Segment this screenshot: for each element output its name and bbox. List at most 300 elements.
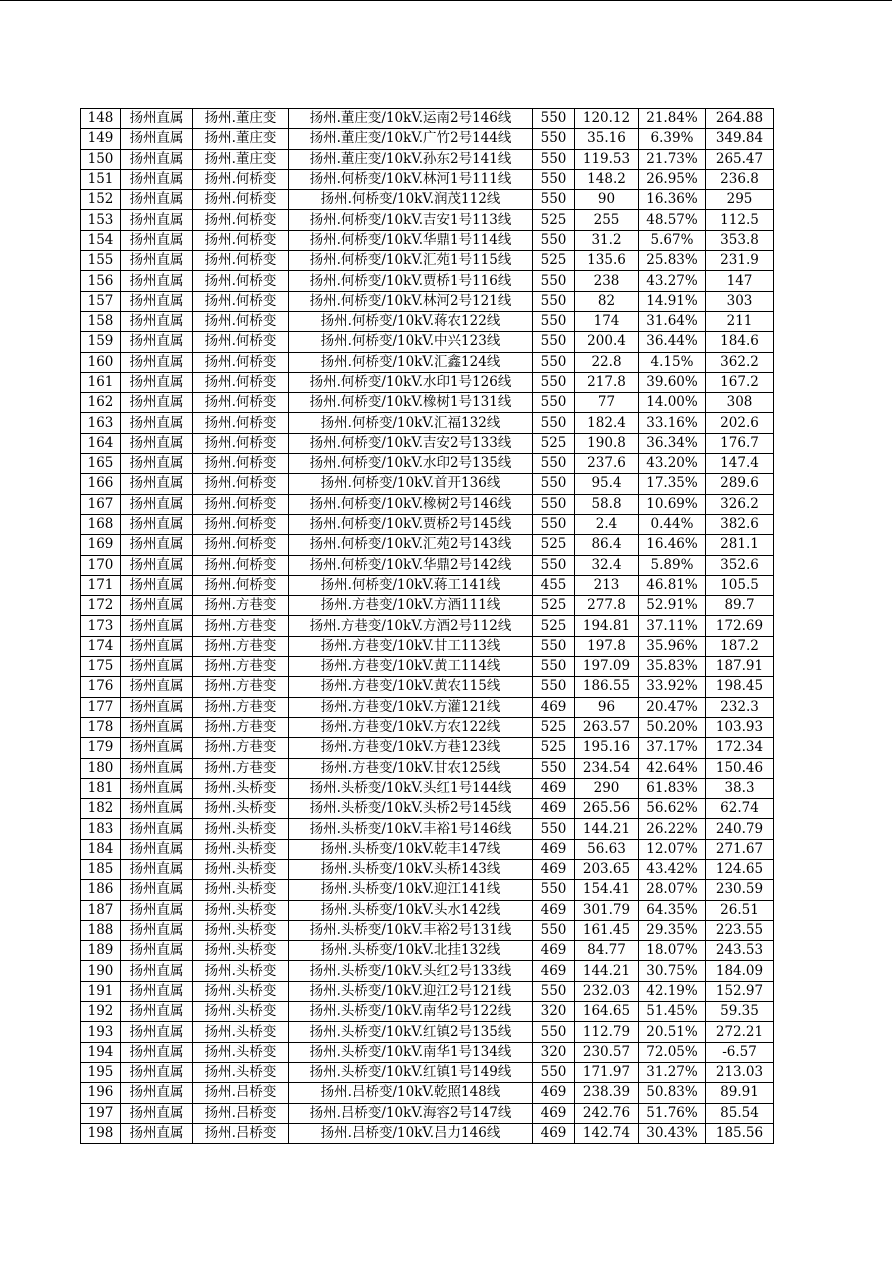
capacity-cell: 469 xyxy=(533,799,575,819)
remaining-capacity-cell: 231.9 xyxy=(706,251,774,271)
load-rate-cell: 61.83% xyxy=(639,778,706,798)
load-rate-cell: 36.34% xyxy=(639,433,706,453)
substation-cell: 扬州.吕桥变 xyxy=(193,1123,289,1143)
row-number-cell: 175 xyxy=(81,657,121,677)
remaining-capacity-cell: 147 xyxy=(706,271,774,291)
remaining-capacity-cell: 213.03 xyxy=(706,1062,774,1082)
row-number-cell: 155 xyxy=(81,251,121,271)
substation-cell: 扬州.头桥变 xyxy=(193,778,289,798)
table-row xyxy=(81,474,774,494)
load-rate-cell: 25.83% xyxy=(639,251,706,271)
row-number-cell: 161 xyxy=(81,372,121,392)
substation-cell: 扬州.何桥变 xyxy=(193,271,289,291)
load-rate-cell: 4.15% xyxy=(639,352,706,372)
substation-cell: 扬州.方巷变 xyxy=(193,657,289,677)
capacity-cell: 469 xyxy=(533,1103,575,1123)
remaining-capacity-cell: 236.8 xyxy=(706,169,774,189)
capacity-cell: 525 xyxy=(533,596,575,616)
row-number-cell: 167 xyxy=(81,494,121,514)
row-number-cell: 177 xyxy=(81,697,121,717)
org-cell: 扬州直属 xyxy=(121,697,193,717)
load-cell: 119.53 xyxy=(575,149,639,169)
load-cell: 84.77 xyxy=(575,941,639,961)
load-rate-cell: 43.27% xyxy=(639,271,706,291)
feeder-line-cell: 扬州.头桥变/10kV.迎江2号121线 xyxy=(289,981,533,1001)
table-row xyxy=(81,596,774,616)
capacity-cell: 550 xyxy=(533,413,575,433)
org-cell: 扬州直属 xyxy=(121,839,193,859)
load-rate-cell: 28.07% xyxy=(639,880,706,900)
table-row xyxy=(81,880,774,900)
org-cell: 扬州直属 xyxy=(121,230,193,250)
remaining-capacity-cell: 303 xyxy=(706,291,774,311)
table-row xyxy=(81,941,774,961)
substation-cell: 扬州.董庄变 xyxy=(193,109,289,129)
substation-cell: 扬州.何桥变 xyxy=(193,251,289,271)
capacity-cell: 550 xyxy=(533,230,575,250)
table-row xyxy=(81,839,774,859)
load-rate-cell: 30.43% xyxy=(639,1123,706,1143)
load-cell: 31.2 xyxy=(575,230,639,250)
capacity-cell: 550 xyxy=(533,332,575,352)
substation-cell: 扬州.方巷变 xyxy=(193,677,289,697)
table-row xyxy=(81,190,774,210)
load-rate-cell: 31.27% xyxy=(639,1062,706,1082)
org-cell: 扬州直属 xyxy=(121,555,193,575)
org-cell: 扬州直属 xyxy=(121,1022,193,1042)
row-number-cell: 169 xyxy=(81,535,121,555)
org-cell: 扬州直属 xyxy=(121,1062,193,1082)
row-number-cell: 186 xyxy=(81,880,121,900)
remaining-capacity-cell: 349.84 xyxy=(706,129,774,149)
row-number-cell: 185 xyxy=(81,859,121,879)
capacity-cell: 320 xyxy=(533,1042,575,1062)
row-number-cell: 192 xyxy=(81,1002,121,1022)
load-rate-cell: 42.19% xyxy=(639,981,706,1001)
remaining-capacity-cell: 362.2 xyxy=(706,352,774,372)
feeder-line-cell: 扬州.头桥变/10kV.红镇1号149线 xyxy=(289,1062,533,1082)
row-number-cell: 179 xyxy=(81,738,121,758)
load-cell: 35.16 xyxy=(575,129,639,149)
load-cell: 263.57 xyxy=(575,717,639,737)
capacity-cell: 550 xyxy=(533,758,575,778)
remaining-capacity-cell: 187.2 xyxy=(706,636,774,656)
feeder-line-cell: 扬州.头桥变/10kV.丰裕1号146线 xyxy=(289,819,533,839)
feeder-line-cell: 扬州.方巷变/10kV.甘工113线 xyxy=(289,636,533,656)
substation-cell: 扬州.董庄变 xyxy=(193,149,289,169)
org-cell: 扬州直属 xyxy=(121,819,193,839)
remaining-capacity-cell: 308 xyxy=(706,393,774,413)
row-number-cell: 159 xyxy=(81,332,121,352)
feeder-line-cell: 扬州.何桥变/10kV.吉安1号113线 xyxy=(289,210,533,230)
table-row xyxy=(81,393,774,413)
load-cell: 56.63 xyxy=(575,839,639,859)
remaining-capacity-cell: 150.46 xyxy=(706,758,774,778)
capacity-cell: 469 xyxy=(533,839,575,859)
feeder-line-cell: 扬州.方巷变/10kV.方农122线 xyxy=(289,717,533,737)
feeder-line-cell: 扬州.何桥变/10kV.中兴123线 xyxy=(289,332,533,352)
substation-cell: 扬州.头桥变 xyxy=(193,1002,289,1022)
table-row xyxy=(81,230,774,250)
org-cell: 扬州直属 xyxy=(121,616,193,636)
substation-cell: 扬州.头桥变 xyxy=(193,961,289,981)
load-rate-cell: 0.44% xyxy=(639,514,706,534)
substation-cell: 扬州.何桥变 xyxy=(193,575,289,595)
remaining-capacity-cell: 265.47 xyxy=(706,149,774,169)
capacity-cell: 455 xyxy=(533,575,575,595)
feeder-line-cell: 扬州.方巷变/10kV.方酒2号112线 xyxy=(289,616,533,636)
feeder-line-cell: 扬州.吕桥变/10kV.吕力146线 xyxy=(289,1123,533,1143)
load-rate-cell: 42.64% xyxy=(639,758,706,778)
capacity-cell: 550 xyxy=(533,677,575,697)
feeder-line-cell: 扬州.何桥变/10kV.橡树1号131线 xyxy=(289,393,533,413)
load-rate-cell: 50.83% xyxy=(639,1083,706,1103)
load-rate-cell: 21.84% xyxy=(639,109,706,129)
row-number-cell: 162 xyxy=(81,393,121,413)
row-number-cell: 182 xyxy=(81,799,121,819)
load-rate-cell: 64.35% xyxy=(639,900,706,920)
load-rate-cell: 46.81% xyxy=(639,575,706,595)
table-row xyxy=(81,1022,774,1042)
load-cell: 234.54 xyxy=(575,758,639,778)
load-cell: 230.57 xyxy=(575,1042,639,1062)
remaining-capacity-cell: -6.57 xyxy=(706,1042,774,1062)
feeder-line-cell: 扬州.何桥变/10kV.汇苑1号115线 xyxy=(289,251,533,271)
load-rate-cell: 51.76% xyxy=(639,1103,706,1123)
load-cell: 242.76 xyxy=(575,1103,639,1123)
load-rate-cell: 21.73% xyxy=(639,149,706,169)
capacity-cell: 550 xyxy=(533,271,575,291)
row-number-cell: 178 xyxy=(81,717,121,737)
feeder-line-cell: 扬州.何桥变/10kV.润茂112线 xyxy=(289,190,533,210)
table-row xyxy=(81,1083,774,1103)
remaining-capacity-cell: 176.7 xyxy=(706,433,774,453)
table-row xyxy=(81,433,774,453)
load-cell: 195.16 xyxy=(575,738,639,758)
org-cell: 扬州直属 xyxy=(121,494,193,514)
table-row xyxy=(81,169,774,189)
feeder-line-cell: 扬州.头桥变/10kV.头桥143线 xyxy=(289,859,533,879)
feeder-line-cell: 扬州.方巷变/10kV.方灌121线 xyxy=(289,697,533,717)
org-cell: 扬州直属 xyxy=(121,778,193,798)
load-rate-cell: 72.05% xyxy=(639,1042,706,1062)
capacity-cell: 525 xyxy=(533,251,575,271)
substation-cell: 扬州.方巷变 xyxy=(193,636,289,656)
capacity-cell: 550 xyxy=(533,636,575,656)
org-cell: 扬州直属 xyxy=(121,413,193,433)
table-row xyxy=(81,129,774,149)
org-cell: 扬州直属 xyxy=(121,271,193,291)
page-top-rule xyxy=(0,0,892,1)
feeder-line-cell: 扬州.方巷变/10kV.甘农125线 xyxy=(289,758,533,778)
load-cell: 144.21 xyxy=(575,819,639,839)
row-number-cell: 158 xyxy=(81,311,121,331)
feeder-line-cell: 扬州.方巷变/10kV.黄工114线 xyxy=(289,657,533,677)
row-number-cell: 165 xyxy=(81,454,121,474)
org-cell: 扬州直属 xyxy=(121,535,193,555)
table-row xyxy=(81,352,774,372)
row-number-cell: 197 xyxy=(81,1103,121,1123)
remaining-capacity-cell: 382.6 xyxy=(706,514,774,534)
feeder-line-cell: 扬州.董庄变/10kV.运南2号146线 xyxy=(289,109,533,129)
remaining-capacity-cell: 26.51 xyxy=(706,900,774,920)
load-cell: 22.8 xyxy=(575,352,639,372)
table-row xyxy=(81,149,774,169)
row-number-cell: 164 xyxy=(81,433,121,453)
remaining-capacity-cell: 147.4 xyxy=(706,454,774,474)
table-row xyxy=(81,251,774,271)
substation-cell: 扬州.何桥变 xyxy=(193,433,289,453)
row-number-cell: 160 xyxy=(81,352,121,372)
load-cell: 82 xyxy=(575,291,639,311)
remaining-capacity-cell: 202.6 xyxy=(706,413,774,433)
capacity-cell: 550 xyxy=(533,657,575,677)
capacity-cell: 550 xyxy=(533,169,575,189)
load-rate-cell: 26.22% xyxy=(639,819,706,839)
remaining-capacity-cell: 211 xyxy=(706,311,774,331)
substation-cell: 扬州.头桥变 xyxy=(193,859,289,879)
org-cell: 扬州直属 xyxy=(121,1042,193,1062)
load-rate-cell: 6.39% xyxy=(639,129,706,149)
capacity-cell: 550 xyxy=(533,109,575,129)
remaining-capacity-cell: 295 xyxy=(706,190,774,210)
substation-cell: 扬州.何桥变 xyxy=(193,230,289,250)
remaining-capacity-cell: 172.34 xyxy=(706,738,774,758)
load-cell: 237.6 xyxy=(575,454,639,474)
load-cell: 290 xyxy=(575,778,639,798)
substation-cell: 扬州.何桥变 xyxy=(193,291,289,311)
row-number-cell: 181 xyxy=(81,778,121,798)
row-number-cell: 194 xyxy=(81,1042,121,1062)
capacity-cell: 550 xyxy=(533,149,575,169)
org-cell: 扬州直属 xyxy=(121,1103,193,1123)
row-number-cell: 156 xyxy=(81,271,121,291)
org-cell: 扬州直属 xyxy=(121,291,193,311)
feeder-line-cell: 扬州.何桥变/10kV.首开136线 xyxy=(289,474,533,494)
load-rate-cell: 12.07% xyxy=(639,839,706,859)
feeder-line-cell: 扬州.何桥变/10kV.蒋工141线 xyxy=(289,575,533,595)
substation-cell: 扬州.何桥变 xyxy=(193,372,289,392)
capacity-cell: 320 xyxy=(533,1002,575,1022)
capacity-cell: 469 xyxy=(533,941,575,961)
remaining-capacity-cell: 271.67 xyxy=(706,839,774,859)
table-body xyxy=(81,109,774,1144)
org-cell: 扬州直属 xyxy=(121,575,193,595)
capacity-cell: 550 xyxy=(533,555,575,575)
feeder-line-cell: 扬州.头桥变/10kV.迎江141线 xyxy=(289,880,533,900)
row-number-cell: 191 xyxy=(81,981,121,1001)
table-row xyxy=(81,1103,774,1123)
feeder-line-cell: 扬州.头桥变/10kV.北挂132线 xyxy=(289,941,533,961)
feeder-line-cell: 扬州.何桥变/10kV.橡树2号146线 xyxy=(289,494,533,514)
load-rate-cell: 37.11% xyxy=(639,616,706,636)
table-row xyxy=(81,109,774,129)
substation-cell: 扬州.何桥变 xyxy=(193,514,289,534)
remaining-capacity-cell: 198.45 xyxy=(706,677,774,697)
table-row xyxy=(81,372,774,392)
row-number-cell: 190 xyxy=(81,961,121,981)
feeder-line-cell: 扬州.董庄变/10kV.广竹2号144线 xyxy=(289,129,533,149)
load-rate-cell: 35.83% xyxy=(639,657,706,677)
table-row xyxy=(81,738,774,758)
load-cell: 213 xyxy=(575,575,639,595)
substation-cell: 扬州.头桥变 xyxy=(193,981,289,1001)
load-cell: 161.45 xyxy=(575,920,639,940)
load-cell: 217.8 xyxy=(575,372,639,392)
feeder-line-cell: 扬州.何桥变/10kV.水印2号135线 xyxy=(289,454,533,474)
load-cell: 277.8 xyxy=(575,596,639,616)
remaining-capacity-cell: 184.6 xyxy=(706,332,774,352)
load-rate-cell: 43.20% xyxy=(639,454,706,474)
load-cell: 77 xyxy=(575,393,639,413)
capacity-cell: 550 xyxy=(533,880,575,900)
row-number-cell: 176 xyxy=(81,677,121,697)
substation-cell: 扬州.何桥变 xyxy=(193,535,289,555)
capacity-cell: 550 xyxy=(533,190,575,210)
load-rate-cell: 14.00% xyxy=(639,393,706,413)
substation-cell: 扬州.头桥变 xyxy=(193,920,289,940)
feeder-line-cell: 扬州.头桥变/10kV.南华1号134线 xyxy=(289,1042,533,1062)
capacity-cell: 550 xyxy=(533,981,575,1001)
table-row xyxy=(81,961,774,981)
remaining-capacity-cell: 352.6 xyxy=(706,555,774,575)
table-row xyxy=(81,1062,774,1082)
load-cell: 255 xyxy=(575,210,639,230)
row-number-cell: 184 xyxy=(81,839,121,859)
capacity-cell: 550 xyxy=(533,920,575,940)
table-row xyxy=(81,271,774,291)
capacity-cell: 550 xyxy=(533,819,575,839)
capacity-cell: 525 xyxy=(533,433,575,453)
feeder-line-cell: 扬州.何桥变/10kV.吉安2号133线 xyxy=(289,433,533,453)
load-cell: 112.79 xyxy=(575,1022,639,1042)
remaining-capacity-cell: 289.6 xyxy=(706,474,774,494)
substation-cell: 扬州.头桥变 xyxy=(193,1022,289,1042)
load-rate-cell: 33.92% xyxy=(639,677,706,697)
remaining-capacity-cell: 243.53 xyxy=(706,941,774,961)
row-number-cell: 148 xyxy=(81,109,121,129)
table-row xyxy=(81,717,774,737)
remaining-capacity-cell: 187.91 xyxy=(706,657,774,677)
org-cell: 扬州直属 xyxy=(121,657,193,677)
feeder-line-cell: 扬州.方巷变/10kV.方巷123线 xyxy=(289,738,533,758)
load-cell: 90 xyxy=(575,190,639,210)
load-cell: 86.4 xyxy=(575,535,639,555)
remaining-capacity-cell: 62.74 xyxy=(706,799,774,819)
row-number-cell: 183 xyxy=(81,819,121,839)
load-rate-cell: 52.91% xyxy=(639,596,706,616)
load-cell: 135.6 xyxy=(575,251,639,271)
table-row xyxy=(81,799,774,819)
remaining-capacity-cell: 167.2 xyxy=(706,372,774,392)
load-cell: 144.21 xyxy=(575,961,639,981)
org-cell: 扬州直属 xyxy=(121,596,193,616)
table-row xyxy=(81,697,774,717)
row-number-cell: 154 xyxy=(81,230,121,250)
load-rate-cell: 30.75% xyxy=(639,961,706,981)
feeder-line-cell: 扬州.何桥变/10kV.贾桥2号145线 xyxy=(289,514,533,534)
remaining-capacity-cell: 232.3 xyxy=(706,697,774,717)
org-cell: 扬州直属 xyxy=(121,677,193,697)
table-row xyxy=(81,514,774,534)
substation-cell: 扬州.何桥变 xyxy=(193,454,289,474)
org-cell: 扬州直属 xyxy=(121,332,193,352)
capacity-cell: 469 xyxy=(533,859,575,879)
org-cell: 扬州直属 xyxy=(121,961,193,981)
row-number-cell: 151 xyxy=(81,169,121,189)
load-cell: 174 xyxy=(575,311,639,331)
remaining-capacity-cell: 223.55 xyxy=(706,920,774,940)
load-rate-cell: 10.69% xyxy=(639,494,706,514)
table-row xyxy=(81,535,774,555)
org-cell: 扬州直属 xyxy=(121,433,193,453)
capacity-cell: 469 xyxy=(533,1123,575,1143)
substation-cell: 扬州.吕桥变 xyxy=(193,1083,289,1103)
substation-cell: 扬州.方巷变 xyxy=(193,596,289,616)
capacity-cell: 469 xyxy=(533,961,575,981)
row-number-cell: 150 xyxy=(81,149,121,169)
feeder-line-cell: 扬州.何桥变/10kV.贾桥1号116线 xyxy=(289,271,533,291)
org-cell: 扬州直属 xyxy=(121,129,193,149)
substation-cell: 扬州.何桥变 xyxy=(193,555,289,575)
load-rate-cell: 51.45% xyxy=(639,1002,706,1022)
org-cell: 扬州直属 xyxy=(121,1002,193,1022)
load-rate-cell: 33.16% xyxy=(639,413,706,433)
feeder-line-cell: 扬州.头桥变/10kV.红镇2号135线 xyxy=(289,1022,533,1042)
capacity-cell: 550 xyxy=(533,372,575,392)
row-number-cell: 152 xyxy=(81,190,121,210)
capacity-cell: 525 xyxy=(533,535,575,555)
row-number-cell: 196 xyxy=(81,1083,121,1103)
org-cell: 扬州直属 xyxy=(121,859,193,879)
remaining-capacity-cell: 89.7 xyxy=(706,596,774,616)
remaining-capacity-cell: 105.5 xyxy=(706,575,774,595)
org-cell: 扬州直属 xyxy=(121,210,193,230)
load-rate-cell: 16.36% xyxy=(639,190,706,210)
substation-cell: 扬州.方巷变 xyxy=(193,616,289,636)
capacity-cell: 469 xyxy=(533,697,575,717)
substation-cell: 扬州.方巷变 xyxy=(193,697,289,717)
row-number-cell: 149 xyxy=(81,129,121,149)
load-rate-cell: 16.46% xyxy=(639,535,706,555)
table-row xyxy=(81,636,774,656)
capacity-cell: 550 xyxy=(533,494,575,514)
capacity-cell: 550 xyxy=(533,291,575,311)
remaining-capacity-cell: 240.79 xyxy=(706,819,774,839)
load-rate-cell: 50.20% xyxy=(639,717,706,737)
table-row xyxy=(81,1042,774,1062)
remaining-capacity-cell: 172.69 xyxy=(706,616,774,636)
substation-cell: 扬州.何桥变 xyxy=(193,352,289,372)
org-cell: 扬州直属 xyxy=(121,880,193,900)
load-rate-cell: 26.95% xyxy=(639,169,706,189)
org-cell: 扬州直属 xyxy=(121,109,193,129)
capacity-cell: 469 xyxy=(533,900,575,920)
substation-cell: 扬州.方巷变 xyxy=(193,758,289,778)
load-cell: 200.4 xyxy=(575,332,639,352)
remaining-capacity-cell: 152.97 xyxy=(706,981,774,1001)
capacity-cell: 525 xyxy=(533,210,575,230)
load-cell: 194.81 xyxy=(575,616,639,636)
org-cell: 扬州直属 xyxy=(121,717,193,737)
table-row xyxy=(81,616,774,636)
row-number-cell: 193 xyxy=(81,1022,121,1042)
remaining-capacity-cell: 185.56 xyxy=(706,1123,774,1143)
table-row xyxy=(81,311,774,331)
load-cell: 154.41 xyxy=(575,880,639,900)
row-number-cell: 171 xyxy=(81,575,121,595)
table-row xyxy=(81,900,774,920)
